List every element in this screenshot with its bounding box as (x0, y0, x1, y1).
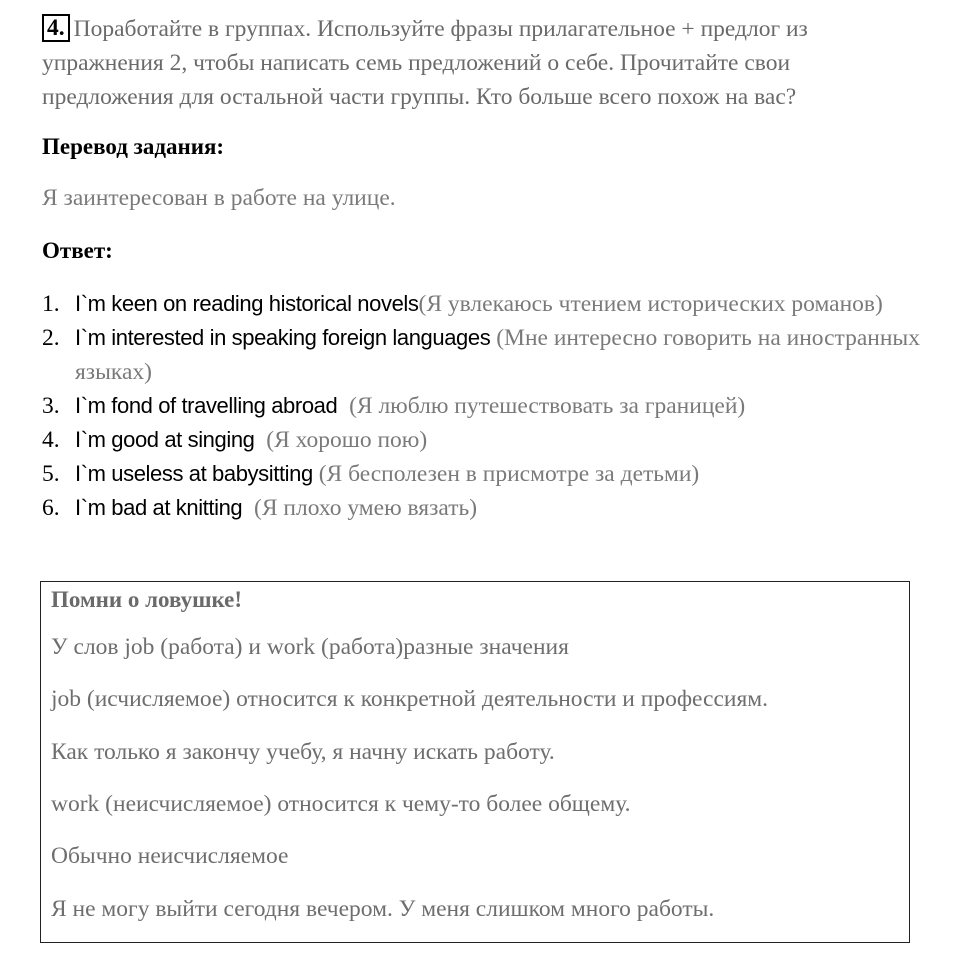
item-number: 2. (42, 325, 60, 351)
task-instruction (42, 12, 922, 114)
item-number: 6. (42, 495, 60, 521)
item-english: I`m keen on reading historical novels (75, 291, 419, 316)
item-translation: (Я хорошо пою) (254, 427, 428, 453)
trap-note-box (40, 581, 910, 943)
item-english: I`m interested in speaking foreign languages (75, 325, 491, 350)
translation-text: Я заинтересован в работе на улице. (42, 185, 396, 211)
list-item (42, 457, 922, 491)
item-translation: (Я увлекаюсь чтением исторических романов) (418, 291, 883, 317)
item-english: I`m good at singing (75, 427, 255, 452)
note-line: У слов job (работа) и work (работа)разные значения (51, 634, 569, 660)
note-line: Обычно неисчисляемое (51, 843, 289, 869)
answer-list (42, 287, 922, 525)
translation-heading: Перевод задания: (42, 134, 225, 159)
list-item (42, 423, 922, 457)
item-number: 1. (42, 291, 60, 317)
list-item (42, 491, 922, 525)
list-item (42, 287, 922, 321)
answer-heading: Ответ: (42, 238, 113, 263)
note-line: job (исчисляемое) относится к конкретной деятельности и профессиям. (51, 686, 769, 712)
item-number: 5. (42, 461, 60, 487)
note-title: Помни о ловушке! (51, 587, 243, 612)
list-item (42, 321, 922, 389)
task-text: Поработайте в группах. Используйте фразы прилагательное + предлог из упражнения 2, чтобы написать семь предложений о себе. Прочитайте свои предложения для остальной части группы. Кто больше всего похож на вас? (42, 16, 808, 110)
item-translation: (Я люблю путешествовать за границей) (337, 393, 746, 419)
item-translation: (Я бесполезен в присмотре за детьми) (312, 461, 700, 487)
item-english: I`m bad at knitting (75, 495, 243, 520)
item-number: 3. (42, 393, 60, 419)
note-line: work (неисчисляемое) относится к чему-то более общему. (51, 791, 631, 817)
note-line: Я не могу выйти сегодня вечером. У меня слишком много работы. (51, 896, 715, 922)
item-english: I`m fond of travelling abroad (75, 393, 338, 418)
item-number: 4. (42, 427, 60, 453)
task-number: 4. (42, 14, 70, 42)
item-translation: (Я плохо умею вязать) (242, 495, 478, 521)
item-translation: (Мне интересно говорить на иностранных языках) (75, 325, 920, 385)
note-line: Как только я закончу учебу, я начну искать работу. (51, 739, 555, 765)
item-english: I`m useless at babysitting (75, 461, 313, 486)
list-item (42, 389, 922, 423)
